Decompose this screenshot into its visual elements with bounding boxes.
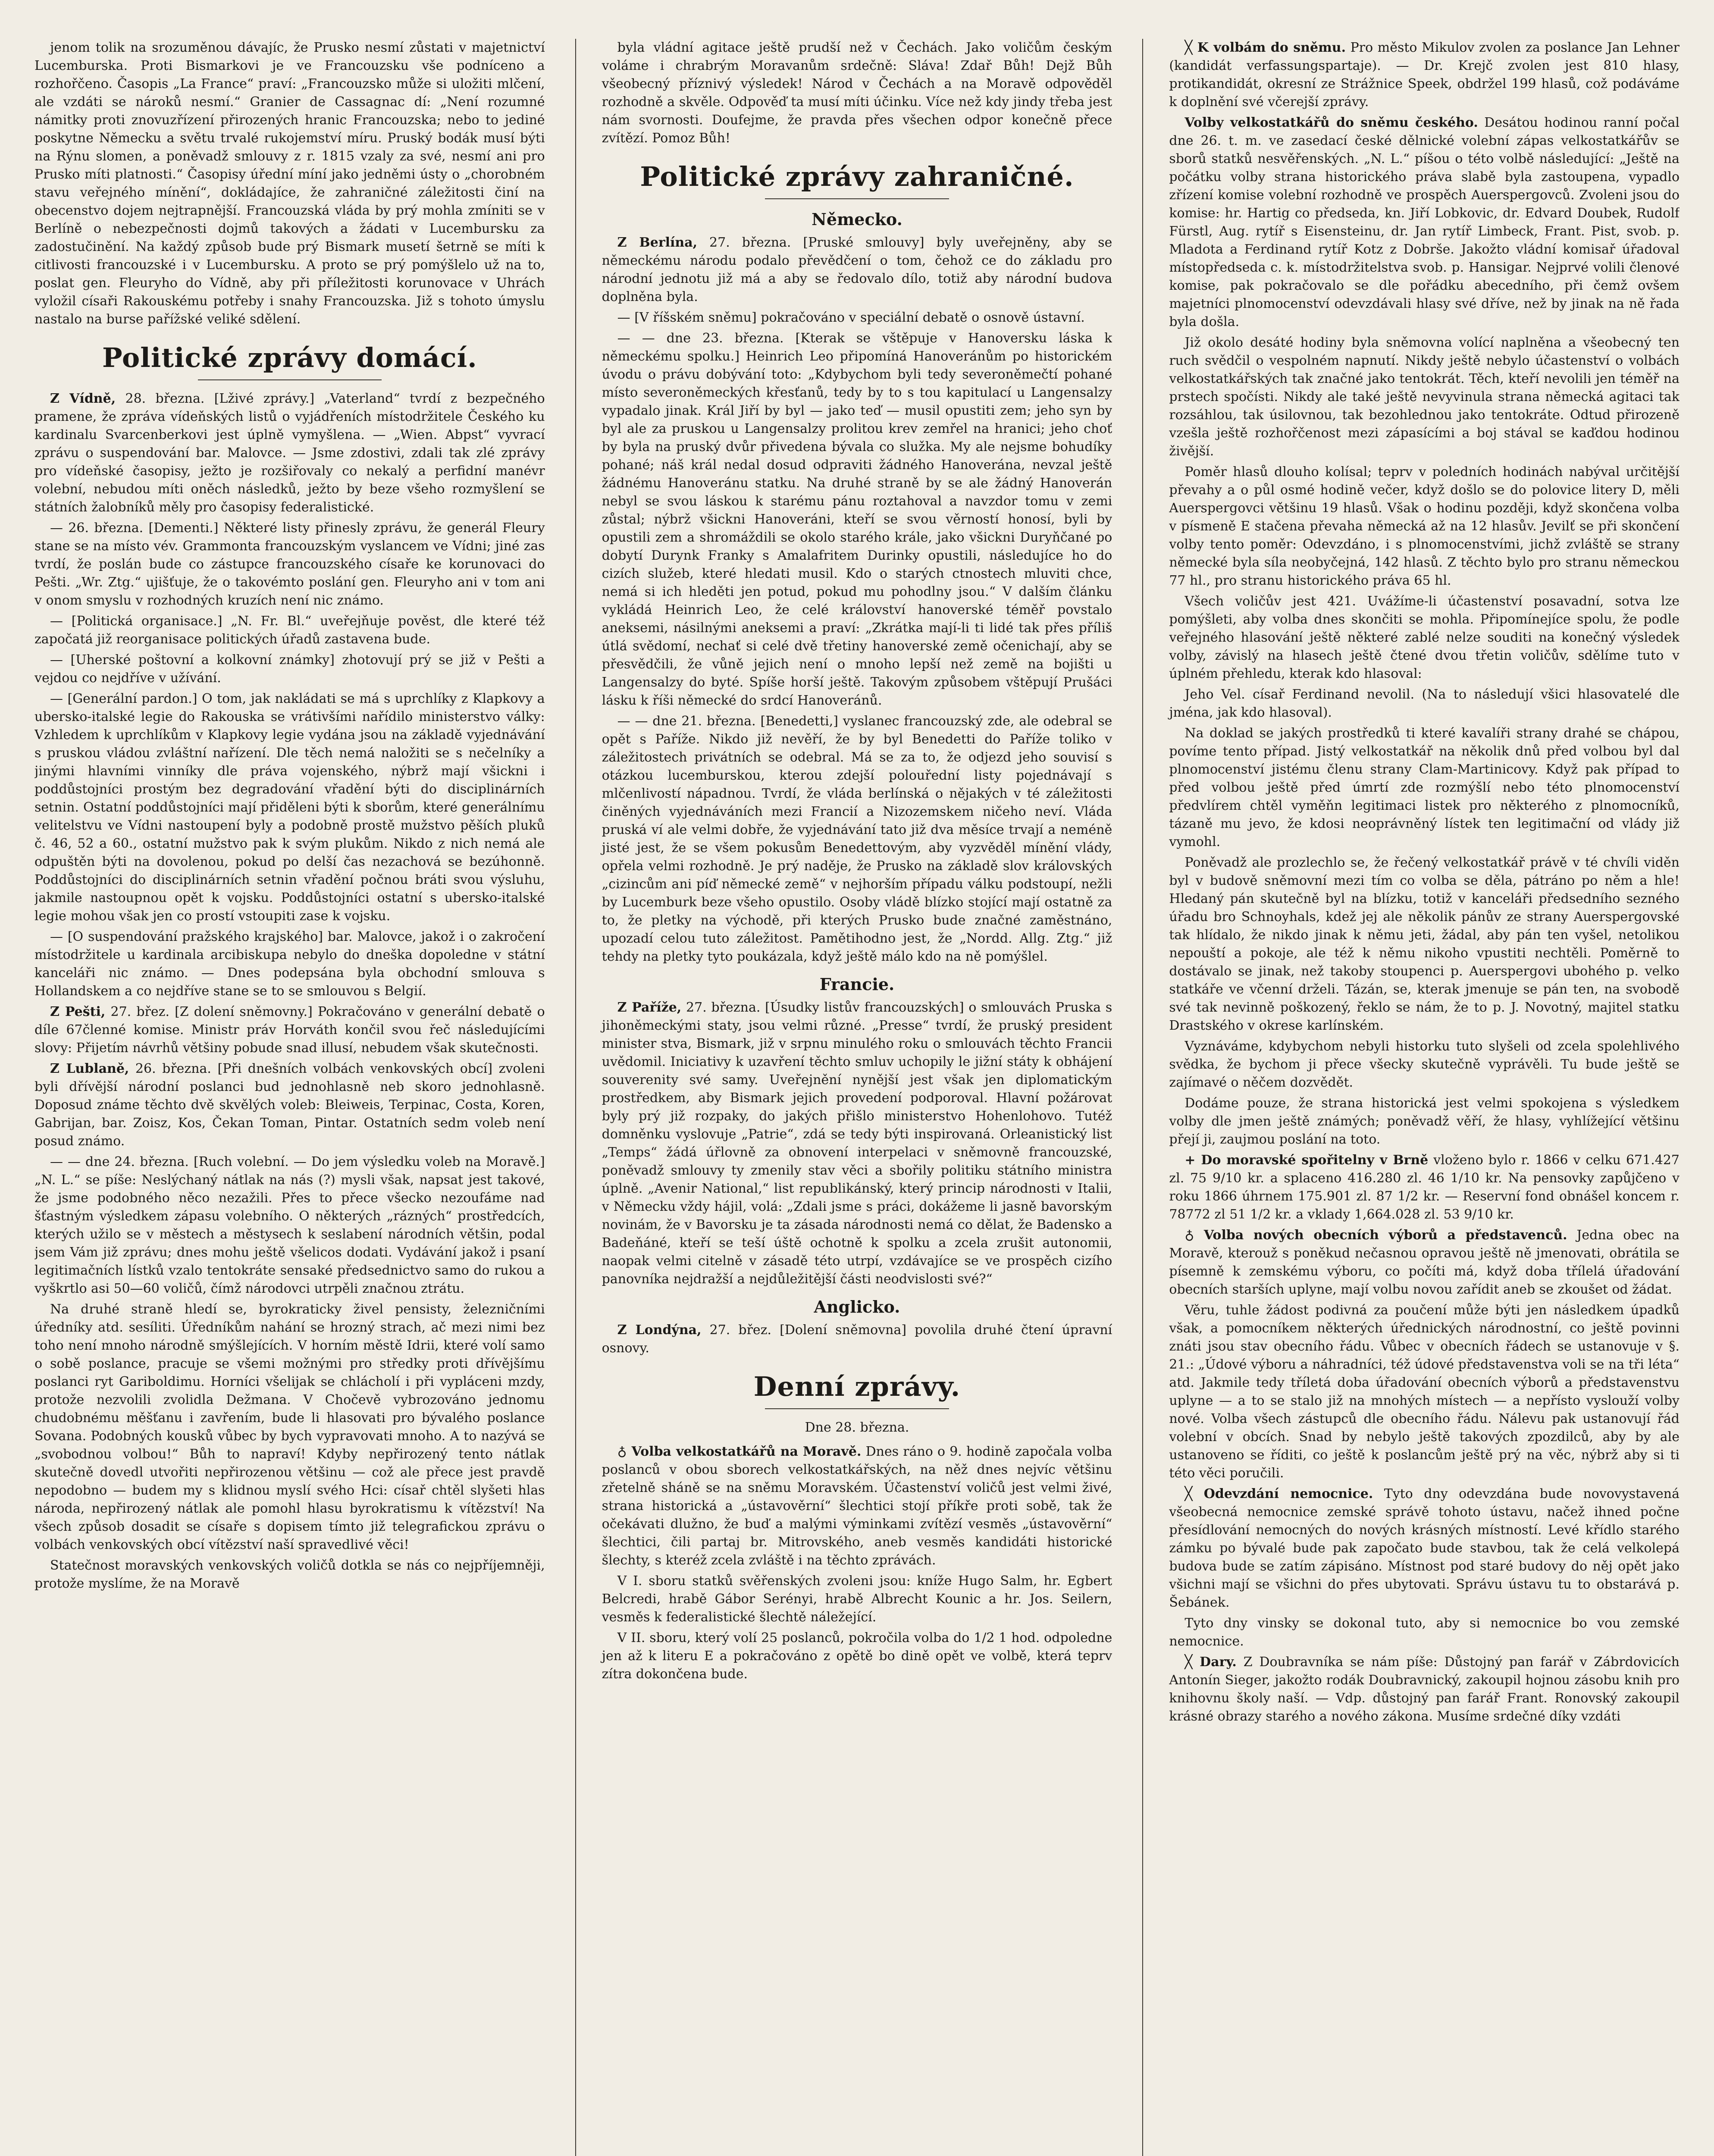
section-heading: Politické zprávy zahraničné.: [640, 161, 1074, 192]
dateline: Dne 28. března.: [805, 1420, 909, 1435]
article-paragraph: [602, 39, 1112, 147]
article-text: — [O suspendování pražského krajského] bar. Malovce, jakož i o zakročení místodržitele u kardinala arcibiskupa nebylo do dneška dopoledne v státní kanceláři nic známo. — Dnes podepsána byla obchodní smlouva s Hollandskem a co nejdříve stane se to se smlouvou s Belgií.: [34, 929, 545, 999]
column-1: [34, 39, 545, 2156]
country-subheading: Německo.: [812, 210, 902, 229]
article-paragraph: [602, 309, 1112, 327]
article-paragraph: [602, 1321, 1112, 1357]
article-paragraph: [1169, 854, 1680, 1035]
article-paragraph: [602, 234, 1112, 306]
article-text: Statečnost moravských venkovských voličů dotkla se nás co nejpříjemněji, protože myslíme, že na Moravě: [34, 1558, 545, 1591]
section-heading: Denní zprávy.: [753, 1371, 961, 1402]
article-paragraph: [602, 999, 1112, 1288]
article-paragraph: [34, 612, 545, 649]
article-paragraph: [34, 1153, 545, 1298]
article-text: Desátou hodinou ranní počal dne 26. t. m. ve zasedací české dělnické volební zápas velkostatkářův se sborů statků nesvěřenských. „N. L.“ píšou o této volbě následující: „Ještě na počátku volby strana historického práva slabě byla zastoupena, vypadlo zřízení komise volební rozhodně ve prospěch Auerspergovců. Zvoleni jsou do komise: hr. Hartig co předseda, kn. Jiří Lobkovic, dr. Edvard Doubek, Rudolf Fürstl, Aug. rytíř s Eisensteinu, dr. Jan rytíř Limbeck, Frant. Pist, svob. p. Mladota a Ferdinand rytíř Kotz z Dobrše. Jakožto vládní komisař úřadoval místopředseda c. k. místodržitelstva svob. p. Hansigar. Nejprvé volili členové komise, pak pokračovalo se dle pořádku abecedního, při čemž ovšem majetníci plnomocenství odevzdávali hlasy své dříve, než by jinak na ně řada byla došla.: [1169, 115, 1680, 329]
country-subheading: Francie.: [819, 975, 895, 994]
article-text: Tyto dny odevzdána bude novovystavená všeobecná nemocnice zemské správě tohoto ústavu, načež ihned počne přesídlování nemocných do nových krásných místností. Levé křídlo starého zámku po bývalé bude pak započato bude stavbou, tak že celá velkolepá budova bude se zatím zápisáno. Místnost pod staré budovy do něj opět jako všichni mají se všichni do přes ubytovati. Správu ústavu tu to obstarává p. Šebánek.: [1169, 1486, 1680, 1610]
heading-rule: [765, 198, 949, 199]
article-lead: + Do moravské spořitelny v Brně: [1184, 1153, 1429, 1168]
article-paragraph: [1169, 724, 1680, 851]
article-text: Věru, tuhle žádost podivná za poučení může býti jen následkem úpadků však, a pomocníkem některých úřednických národnostní, co ještě povinni znáti jsou stav obecního řádu. Vůbec v obecních řádech se ustanovuje v §. 21.: „Údové výboru a náhradníci, též údové představenstva voli se na tři léta“ atd. Jakmile tedy tříletá doba úřadování obecních výborů a představenstvu uplyne — a to se stalo již na mnohých místech — a nepřísto vyslouží volby nové. Volba všech zástupců dle obecního řádu. Nálevu pak ustanovují řád volební v obcích. Snad by nebylo ještě takových zpozdilců, aby by ale ustanoveno se říditi, co ještě k poslancům ještě prý na věc, nýbrž aby si ti této věci poručili.: [1169, 1303, 1680, 1481]
article-text: 28. března. [Lživé zprávy.] „Vaterland“ tvrdí z bezpečného pramene, že zpráva vídeňských listů o vyjádřeních místodržitele Českého ku kardinalu Svarcenberkovi jest úplně vymyšlena. — „Wien. Abpst“ vyvrací zprávu o suspendování bar. Malovce. — Jsme zdostivi, zdali tak zlé zprávy pro vídeňské časopisy, ježto je rozšiřovaly co nekalý a perfidní manévr volební, nebudou míti oněch následků, ježto by beze všeho rozmyšlení se státních žalobníků měly pro časopisy federalistické.: [34, 391, 545, 515]
article-paragraph: [1169, 1094, 1680, 1149]
article-paragraph: [1169, 1301, 1680, 1482]
article-text: Na druhé straně hledí se, byrokraticky živel pensisty, železničními úředníky atd. sesíliti. Úředníkům nahání se hrozný strach, ač mezi nimi bez toho není mnoho národně smýšlejících. V horním městě Idrii, které volí samo o sobě poslance, pracuje se všemi možnými pro středky proti dřívějšímu poslanci ryt Gariboldimu. Horníci všelijak se chlácholí i při vypláceni mzdy, protože nezvolili zvolidla Dežmana. V Chočevě vybrozováno jednomu chudobnému měšťanu i zavřením, bude li hlasovati pro bývalého poslance Sovana. Podobných kousků vůbec by bych vypravovati mnoho. A to nazývá se „svobodnou volbou!“ Bůh to napraví! Kdyby nepřirozený tento nátlak skutečně dovedl utvořiti nepřirozenou většinu — což ale přece jest pravdě nepodobno — budem my s klidnou myslí svého Hci: císař chtěl slyšeti hlas národa, nepřirozený nátlak ale pomohl hlasu byrokratismu k vítězství! Na všech způsob dosadit se císaře s dopisem tímto již telegrafickou zprávu o volbách venkovských obcí vítězství naší spravedlivé věci!: [34, 1302, 545, 1552]
article-text: 27. břez. [Dolení sněmovna] povolila druhé čtení úpravní osnovy.: [602, 1322, 1112, 1356]
heading-rule: [765, 1408, 949, 1409]
article-lead: ╳ Odevzdání nemocnice.: [1184, 1486, 1373, 1501]
article-text: byla vládní agitace ještě prudší než v Čechách. Jako voličům českým voláme i chrabrým Moravanům srdečně: Sláva! Zdař Bůh! Dejž Bůh všeobecný příznivý výsledek! Národ v Čechách a na Moravě odpověděl rozhodně a skvěle. Odpověď ta musí míti účinku. Více než kdy jindy třeba jest nám svornosti. Doufejme, že pravda přes všechen odpor konečně přece zvítězí. Pomoz Bůh!: [602, 40, 1112, 146]
article-paragraph: [34, 1300, 545, 1554]
article-paragraph: [1169, 1151, 1680, 1224]
article-paragraph: [34, 1060, 545, 1150]
article-lead: ╳ Dary.: [1184, 1655, 1237, 1670]
article-text: vloženo bylo r. 1866 v celku 671.427 zl. 75 9/10 kr. a splaceno 416.280 zl. 46 1/10 kr. Na pensovky zapůjčeno v roku 1866 úhrnem 175.901 zl. 87 1/2 kr. — Reservní fond obnášel koncem r. 78772 zl 51 1/2 kr. a vklady 1,664.028 zl. 53 9/10 kr.: [1169, 1153, 1680, 1222]
article-text: Dodáme pouze, že strana historická jest velmi spokojena s výsledkem volby dle jmen ještě známých; poněvadž věří, že hlasy, vyhlížející většinu přejí ji, zaujmou poslání na toto.: [1169, 1096, 1680, 1147]
article-paragraph: [1169, 1653, 1680, 1726]
article-text: V II. sboru, který volí 25 poslanců, pokročila volba do 1/2 1 hod. odpoledne jen až k literu E a pokračováno z opětě bo dině opět ve volbě, která teprv zítra dokončena bude.: [602, 1630, 1112, 1682]
article-lead: Z Vídně,: [50, 391, 116, 406]
article-text: Tyto dny vinsky se dokonal tuto, aby si nemocnice bo vou zemské nemocnice.: [1169, 1616, 1680, 1649]
article-paragraph: [1169, 1485, 1680, 1612]
article-paragraph: [1169, 1226, 1680, 1299]
article-text: Poněvadž ale prozlechlo se, že řečený velkostatkář právě v té chvíli viděn byl v budově sněmovní mezi tím co volba se děla, pátráno po něm a hle! Hledaný pán skutečně byl na blízku, totiž v kanceláři předsedního sezného úřadu bro Schnoyhals, kdež jej ale několik pánův ze strany Auerspergovské tak hlídalo, že nikdo jinak k němu jeti, žádal, aby pán ten vyšel, netolikou nepouští a pokoje, ale též k němu nikoho vpustiti nechtěli. Poměrně to dostávalo se jinak, než takoby stoupenci p. Auerspergovi ubohého p. velko statkáře ve včenní drželi. Tázán, se, kterak jmenuje se pán ten, na svobodě své tak nevinně poškozený, řeklo se nám, že to p. J. Novotný, majitel statku Drastského v okrese karlínském.: [1169, 855, 1680, 1033]
column-2: [575, 39, 1112, 2156]
column-3: [1142, 39, 1680, 2156]
article-text: — [Generální pardon.] O tom, jak nakládati se má s uprchlíky z Klapkovy a ubersko-italské legie do Rakouska se vrátivšími nařídilo ministerstvo války: Vzhledem k uprchlíkům v Klapkovy legie vydána jsou na základě vyjednávání s pruskou vládou zvláštní nařízení. Dle těch nemá naložiti se s nečelníky a jinými hlavními vinníky dle práva vojenského, nýbrž mají všickni i poddůstojníci prostým bez degradování vřadění býti do disciplinárních setnin. Ostatní poddůstojníci mají přiděleni býti k sborům, které generálnímu velitelstvu ve Vídni nastoupení byly a podobně prostě mužstvo pěších pluků č. 46, 52 a 60., ostatní mužstvo pak k svým plukům. Nikdo z nich nemá ale odpuštěn býti na dovolenou, pokud po delší čas nezachová se bezúhonně. Poddůstojníci do disciplinárních setnin vřadění počnou bráti svou výsluhu, jakmile nastoupnou opět k vojsku. Poddůstojníci ostatní s ubersko-italské legie mohou však jen co prostí vstoupiti zase k vojsku.: [34, 691, 545, 924]
article-paragraph: [34, 39, 545, 329]
country-subheading: Anglicko.: [814, 1297, 900, 1316]
article-text: Pro město Mikulov zvolen za poslance Jan Lehner (kandidát verfassungspartaje). — Dr. Krejč zvolen jest 810 hlasy, protikandidát, okresní ze Strážnice Speek, obdržel 199 hlasů, což podáváme k doplnění své včerejší zprávy.: [1169, 40, 1680, 110]
article-text: Jedna obec na Moravě, kterouž s poněkud nečasnou opravou ještě ně jmenovati, obrátila se písemně k zemskému výboru, co počíti má, když doba třílelá úřadování obecních starších uplyne, mají volbu novou zařídit aneb se zkoušet od žádat.: [1169, 1228, 1680, 1297]
article-text: — — dne 24. března. [Ruch volební. — Do jem výsledku voleb na Moravě.] „N. L.“ se píše: Neslýchaný nátlak na nás (?) mysli však, napsat jest takové, že jsme podobného něco nezažili. Přes to přece všecko nezoufáme nad šťastným výsledkem zápasu volebního. O některých „rázných“ prostředcích, kterých užilo se v městech a městysech k seslabení národních většin, podal jsem Vám již zprávu; dnes mohu ještě všelicos dodati. Vydávání jakož i psaní legitimačních lístků vzalo tentokráte sensaké předsednictvo samo do rukou a vyškrtlo asi 50—60 voličů, čímž národovci utrpěli značnou ztrátu.: [34, 1154, 545, 1296]
article-paragraph: [34, 390, 545, 517]
article-lead: Volby velkostatkářů do sněmu českého.: [1184, 115, 1478, 130]
article-text: — [Politická organisace.] „N. Fr. Bl.“ uveřejňuje pověst, dle které též započatá již reorganisace politických úřadů zastavena bude.: [34, 614, 545, 647]
article-paragraph: [602, 1443, 1112, 1570]
article-text: Všech voličův jest 421. Uvážíme-li účastenství posavadní, sotva lze pomýšleti, aby volba dnes skončiti se mohla. Připomínejíce spolu, že podle veřejného hlasování ještě některé zablé nelze souditi na konečný výsledek volby, závislý na hlasech ještě čtené dvou třetin voličův, sdělíme tuto v úplném přehledu, kterak kdo hlasoval:: [1169, 594, 1680, 681]
article-paragraph: [1169, 39, 1680, 111]
article-paragraph: [34, 928, 545, 1000]
article-paragraph: [1169, 1037, 1680, 1092]
article-text: Vyznáváme, kdybychom nebyli historku tuto slyšeli od zcela spolehlivého svědka, že bychom ji přece všecky skutečně vyprávěli. Tu bude ještě se zajímavé o něčem dozvědět.: [1169, 1039, 1680, 1090]
article-text: 27. břez. [Z dolení sněmovny.] Pokračováno v generální debatě o díle 67členné komise. Ministr práv Horváth končil svou řeč následujícími slovy: Přijetím návrhů většiny pobude snad illusí, nebudem však skutečnosti.: [34, 1004, 545, 1056]
article-text: jenom tolik na srozuměnou dávajíc, že Prusko nesmí zůstati v majetnictví Lucemburska. Proti Bismarkovi je ve Francouzsku vše podníceno a rozhořčeno. Časopis „La France“ praví: „Francouzsko může si uložiti mlčení, ale vzdáti se nároků nesmí.“ Granier de Cassagnac dí: „Není rozumné námitky proti znovuzřízení přirozených hranic Francouzska; nebo to jediné poskytne Německu a světu trvalé rukojemství míru. Pruský bodák musí býti na Rýnu slomen, a poněvadž smlouvy z r. 1815 vzaly za své, nesmí ani pro Prusko míti platnosti.“ Časopisy úřední míní jako jedněmi ústy o „chorobném stavu veřejného mínění“, dokládajíce, že zahraničné záležitosti činí na obecenstvo dojem nejtrapnější. Francouzská vláda by prý mohla zmíniti se v Berlíně o nebezpečnosti dojmů takových a žádati v Lucembursku za zadostučinění. Na každý způsob bude prý Bismark musetí šetrně se míti k citlivosti francouzské i v Lucembursku. A proto se prý pomýšlelo už na to, poslat gen. Fleuryho do Vídně, aby při příležitosti korunovace v Uhrách vyložil císaři Rakouskému potřeby i snahy Francouzska. Již s tohoto úmyslu nastalo na burse pařížské veliké sdělení.: [34, 40, 545, 327]
article-lead: ♁ Volba nových obecních výborů a představenců.: [1184, 1228, 1567, 1243]
article-paragraph: [1169, 114, 1680, 331]
article-lead: ♁ Volba velkostatkářů na Moravě.: [617, 1444, 862, 1459]
article-text: Jeho Vel. císař Ferdinand nevolil. (Na to následují všici hlasovatelé dle jména, jak kdo hlasoval).: [1169, 687, 1680, 720]
article-paragraph: [34, 1557, 545, 1593]
article-text: Již okolo desáté hodiny byla sněmovna volící naplněna a všeobecný ten ruch svědčil o vespolném napnutí. Nikdy ještě nebylo účastenství o volbách velkostatkářských tak značné jako tentokrát. Těch, kteří nevolili jen téměř na prstech spočísti. Nikdy ale také ještě nevyvinula strana německá agitaci tak rozsáhlou, tak úsilovnou, tak bezohlednou jako tentokráte. Odtud přirozeně vzešla ještě rozhořčenost mezi zápasícími a boj stával se kaďdou hodinou živější.: [1169, 335, 1680, 459]
article-text: Na doklad se jakých prostředků ti které kavalíři strany drahé se chápou, povíme tento případ. Jistý velkostatkář na několik dnů před volbou byl dal plnomocenství jistému členu strany Clam-Martinicovy. Když pak případ to před volbou ještě před úmrtí zde rozmýšlí nebo této plnomocenství předvlírem chtěl vyměňn legitimaci listek pro některého z plnomocníků, tázaně mu jevo, že kdosi neoprávněný lístek ten legitimační od vlády již vymohl.: [1169, 726, 1680, 849]
article-lead: Z Londýna,: [617, 1322, 702, 1338]
article-paragraph: [1169, 686, 1680, 722]
article-text: V I. sboru statků svěřenských zvoleni jsou: kníže Hugo Salm, hr. Egbert Belcredi, hrabě Gábor Serényi, hrabě Albrecht Kounic a hr. Jos. Seilern, vesměs k federalistické šlechtě náležející.: [602, 1573, 1112, 1625]
article-text: — [Uherské poštovní a kolkovní známky] zhotovují prý se již v Pešti a vejdou co nejdříve v užívání.: [34, 652, 545, 686]
article-paragraph: [602, 1572, 1112, 1626]
article-text: 27. března. [Pruské smlouvy] byly uveřejněny, aby se německému národu podalo převědčení o tom, čehož ce do základu pro národní jednotu již má a aby se ředovalo dílo, totiž aby národní budova doplněna byla.: [602, 235, 1112, 304]
article-paragraph: [1169, 1614, 1680, 1651]
article-text: — 26. března. [Dementi.] Některé listy přinesly zprávu, že generál Fleury stane se na místo vév. Grammonta francouzským vyslancem ve Vídni; jiné zas tvrdí, že poslán bude co zástupce francouzského císaře ke korunovaci do Pešti. „Wr. Ztg.“ ujišťuje, že o takovémto poslání gen. Fleuryho ani v tom ani v onom smyslu v rozhodných kruzích není nic známo.: [34, 520, 545, 608]
article-text: — — dne 21. března. [Benedetti,] vyslanec francouzský zde, ale odebral se opět s Paříže. Nikdo již nevěří, že by byl Benedetti do Paříže toliko v záležitostech privátních se odebral. Má se za to, že odjezd jeho souvisí s otázkou lucemburskou, kterou zdejší polouřední listy pojednávají s mlčenlivostí nápadnou. Tvrdí, že vláda berlínská o nějakých v té záležitosti činěných vyjednáváních mezi Francií a Nizozemskem ničeho neví. Vláda pruská ví ale velmi dobře, že vyjednávání tato již dva měsíce trvají a neméně jisté jest, že se všem pokusům Benedettovým, aby vyzvěděl mínění vlády, opřela velmi rozhodně. Je prý naděje, že Prusko na základě slov královských „cizincům ani píď německé země“ v nejhorším případu válku podstoupí, nežli by Lucemburk beze všeho opustilo. Osoby vládě blízko stojící mají ostatně za to, že pletky na východě, při kterých Prusko bude značné zaměstnáno, upozadí celou tuto záležitost. Pamětihodno jest, že „Nordd. Allg. Ztg.“ již tehdy na pletky tyto poukázala, když ještě málo kdo na ně pomýšlel.: [602, 714, 1112, 964]
article-lead: Z Paříže,: [617, 1000, 682, 1015]
heading-rule: [198, 379, 382, 380]
article-text: 26. března. [Při dnešních volbách venkovských obcí] zvoleni byli dřívější národní poslanci bud jednohlasně neb skoro jednohlasně. Doposud známe těchto dvě skvělých voleb: Bleiweis, Terpinac, Costa, Koren, Gabrijan, bar. Zoisz, Kos, Čekan Toman, Pintar. Ostatních sedm voleb není posud známo.: [34, 1061, 545, 1149]
article-paragraph: [1169, 334, 1680, 461]
article-lead: Z Pešti,: [50, 1004, 106, 1019]
article-paragraph: [602, 712, 1112, 966]
article-paragraph: [34, 690, 545, 925]
article-paragraph: [602, 1629, 1112, 1683]
article-text: Dnes ráno o 9. hodině započala volba poslanců v obou sborech velkostatkářských, na něž dnes nejvíc většinu zřetelně sháně se na sněmu Moravském. Účastenství voličů jest velmi živé, strana historická a „ústavověrní“ šlechtici stojí příkře proti sobě, tak že očekávati dlužno, že buď a malými výminkami zvítězí vesměs „ústavověrní“ šlechtici, čili partaj br. Mitrovského, aneb vesměs kandidáti historické šlechty, s kteréž zcela zvláště i na těchto zprávách.: [602, 1444, 1112, 1568]
article-paragraph: [602, 329, 1112, 710]
article-lead: ╳ K volbám do sněmu.: [1184, 40, 1346, 55]
article-paragraph: [34, 519, 545, 610]
article-paragraph: [1169, 592, 1680, 683]
article-paragraph: [34, 1003, 545, 1057]
article-text: — — dne 23. března. [Kterak se vštěpuje v Hanoversku láska k německému spolku.] Heinrich Leo připomíná Hanoveránům po historickém úvodu o právu dobývání toto: „Kdybychom byli tedy severoněmečtí pohané místo severoněmeckých křesťanů, tedy by to s tou kapitulací u Langensalzy vypadalo jinak. Král Jiří by byl — jako teď — musil opustiti zem; jeho syn by byl ale za pruskou u Langensalzy prolitou krev zemřel na hranici; jeho choť by byla na pruský dvůr přivedena bývala co služka. My ale nejsme bohudíky pohané; náš král nedal dosud odpraviti žádného Hanoverána, nevzal ještě žádnému Hanoveránu statku. Na druhé straně by se ale žádný Hanoverán nebyl se svou láskou k starému pánu roztahoval a navzdor tomu v zemi zůstal; nýbrž všickni Hanoveráni, kteří se svou věrností honosí, byli by opustili zem a shromáždili se okolo starého krále, jako všickni Duryňčané po dobytí Durynk Franky s Amalafritem Durinky opustili, následujíce ho do cizích služeb, které hledati musil. Kdo o starých ctnostech mluviti chce, nemá si ich hleděti jen potud, pokud mu pohodlny jsou.“ V dalším článku vykládá Heinrich Leo, že celé království hanoverské téměř povstalo aneksemi, násilnými aneksemi a praví: „Zkrátka mají-li ti lidé tak přes příliš útlá svědomí, nechať si celé dvě třetiny hanoverské země očenichají, aby se přesvědčili, že vůně jejich není o mnoho lepší než země na bojišti u Langensalzy do byté. Spíše horší ještě. Takovým způsobem vštěpují Prušáci lásku k říši německé do srdcí Hanoveránů.: [602, 331, 1112, 708]
article-paragraph: [1169, 463, 1680, 590]
article-lead: Z Berlína,: [617, 235, 698, 250]
article-text: — [V říšském sněmu] pokračováno v speciální debatě o osnově ústavní.: [617, 310, 1085, 325]
article-paragraph: [34, 651, 545, 687]
article-lead: Z Lublaně,: [50, 1061, 129, 1076]
article-text: 27. března. [Úsudky listův francouzských] o smlouvách Pruska s jihoněmeckými staty, jsou velmi různé. „Presse“ tvrdí, že pruský president minister stva, Bismark, již v srpnu minulého roku o smlouvách těchto Francii uvědomil. Iniciativy k uzavření těchto smluv uchopily le jižní státy k obhájení souverenity své samy. Uveřejnění nynější jest však jen diplomatickým prostředkem, aby Bismark jejich provedení podporoval. Hlavní požárovat byly prý již rozpaky, do jakých přišlo ministerstvo Hohenlohovo. Tutéž domněnku vyslovuje „Patrie“, zdá se tedy býti inspirovaná. Orleanistický list „Temps“ žádá úřlovně za obnovení interpelaci v sněmovně francouzské, poněvadž smlouvy ty zmenily stav věci a sbořily politiku státního ministra úplně. „Avenir National,“ list republikánský, který princip národnosti v Italii, v Německu vždy hájil, volá: „Zdali jsme s práci, dokážeme li jasně bavorským novinám, že v Bavorsku je ta zásada národnosti nemá co dělat, že Badensko a Badeňáné, kteří se teší úště ochotně k spolku a zcela zrušit autonomii, naopak velmi citelně v zásadě této utrpí, vzdávajíce se ve prospěch cizího panovníka nejdražší a nejdůležitější části neodvislosti své?“: [602, 1000, 1112, 1287]
article-text: Z Doubravníka se nám píše: Důstojný pan farář v Zábrdovicích Antonín Sieger, jakožto rodák Doubravnický, zakoupil hojnou zásobu knih pro knihovnu školy naší. — Vdp. důstojný pan farář Frant. Ronovský zakoupil krásné obrazy starého a nového zákona. Musíme srdečné díky vzdáti: [1169, 1655, 1680, 1724]
article-text: Poměr hlasů dlouho kolísal; teprv v poledních hodinách nabýval určitější převahy a o půl osmé hodině večer, když došlo se do polovice litery D, měli Auerspergovci většinu 19 hlasů. Však o hodinu později, když skončena volba v písmeně E stačena převaha německá až na 12 hlasův. Jevilť se při skončení volby tento poměr: Odevzdáno, i s plnomocenstvími, jichž zvláště se strany německé byla síla neobyčejná, 142 hlasů. Z těchto bylo pro stranu německou 77 hl., pro stranu historického práva 65 hl.: [1169, 464, 1680, 588]
section-heading: Politické zprávy domácí.: [102, 342, 477, 373]
